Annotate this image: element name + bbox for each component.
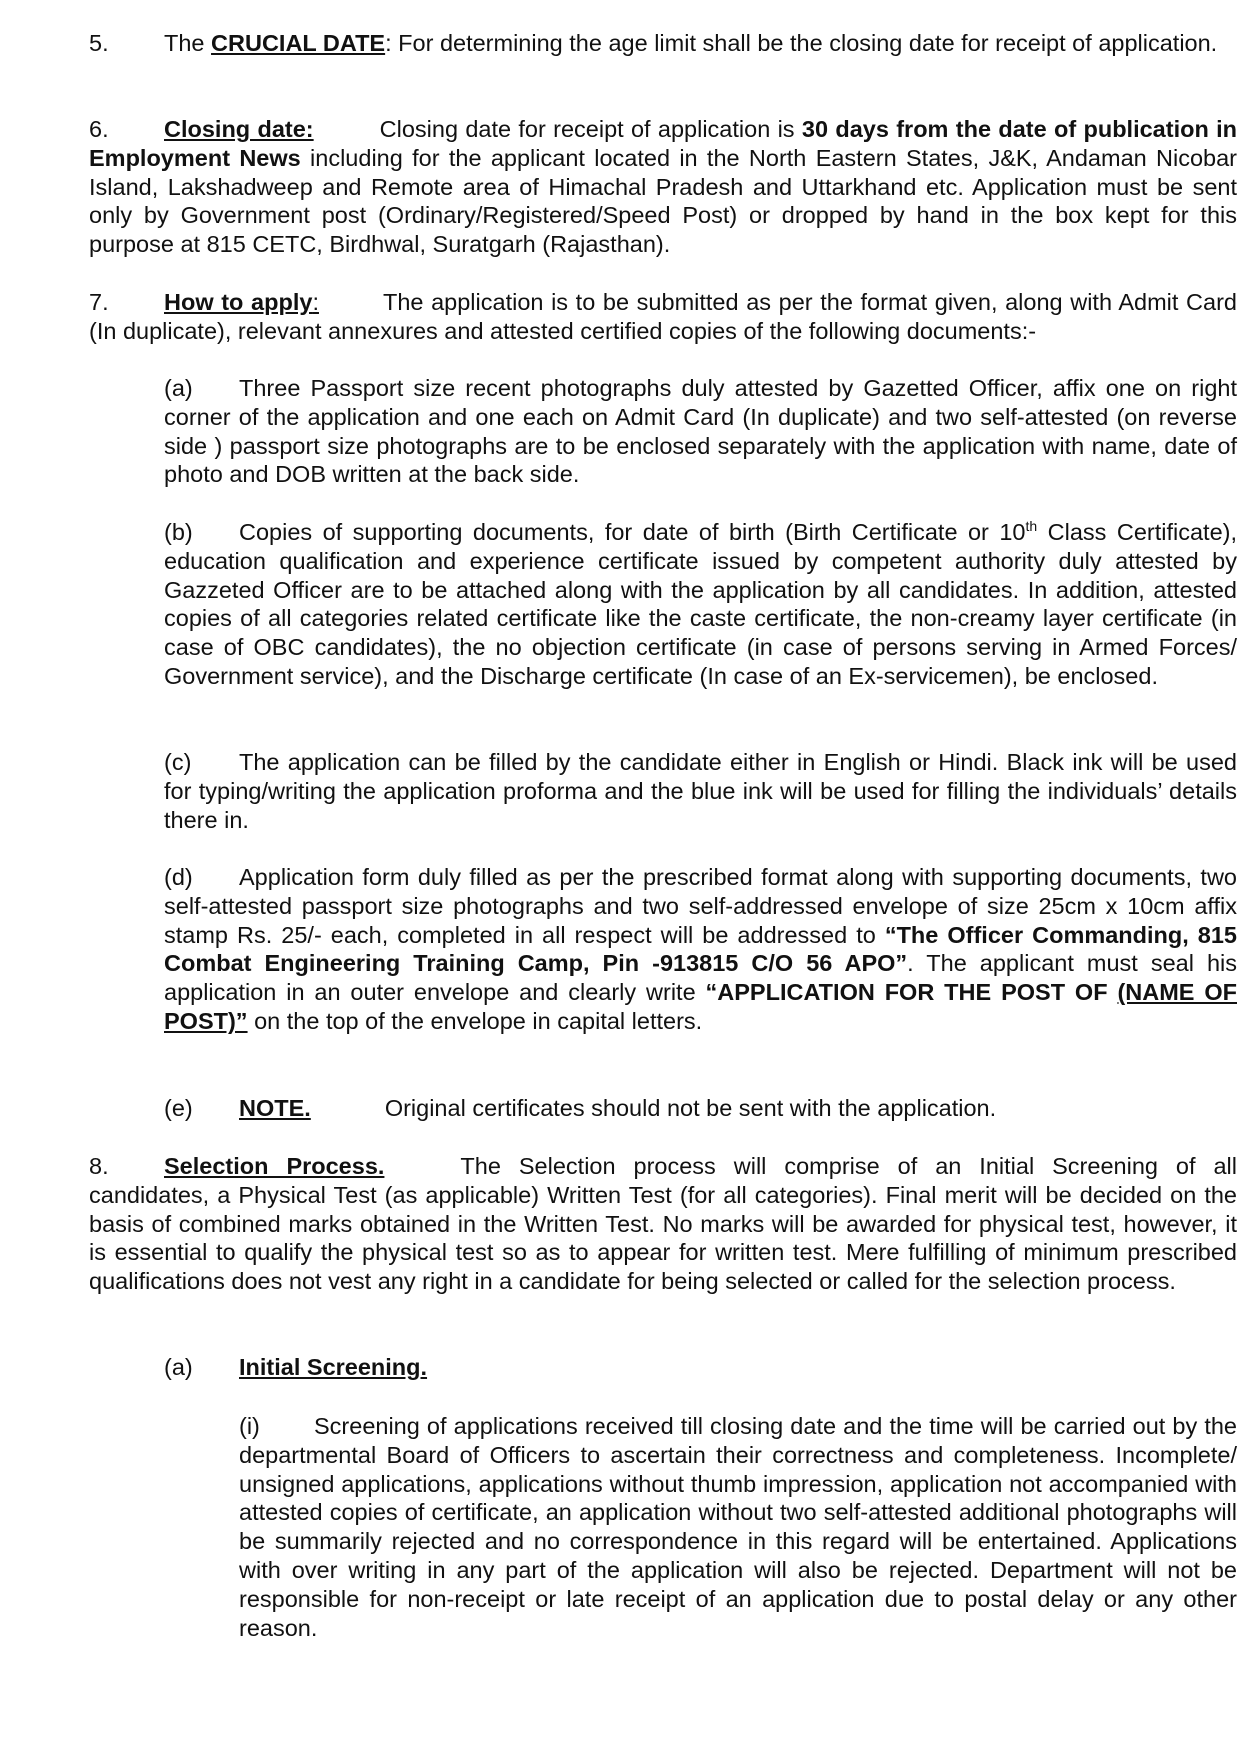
section-7b-sup: th [1025, 518, 1038, 535]
section-5-text: : For determining the age limit shall be the closing date for receipt of application. [385, 30, 1218, 56]
section-8-text: The Selection process will comprise of an Initial Screening of all candidates, a Physical Test (as applicable) Written Test (for all categories). Final merit will be decided on the basis of combined marks obtained in the Written Test. No marks will be awarded for physical test, however, it is essential to qualify the physical test so as to appear for written test. Mere fulfilling of minimum prescribed qualifications does not vest any right in a candidate for being selected or called for the selection process. [89, 1153, 1237, 1295]
section-6-text-a: Closing date for receipt of application is [379, 116, 802, 142]
section-8a-i [239, 1412, 1237, 1642]
section-7d-text-a: Application form duly filled as per the prescribed format along with supporting documents, two self-attested passport size photographs and two self-addressed envelope of size 25cm x 10cm affix stamp Rs. 25/- each, completed in all respect will be addressed to [164, 864, 1237, 948]
section-6-text-b: including for the applicant located in the North Eastern States, J&K, Andaman Nicobar Island, Lakshadweep and Remote area of Himachal Pradesh and Uttarkhand etc. Application must be sent only by Government post (Ordinary/Registered/Speed Post) or dropped by hand in the box kept for this purpose at 815 CETC, Birdhwal, Suratgarh (Rajasthan). [89, 144, 1237, 258]
section-7d-text-b: . The applicant must seal his application in an outer envelope and clearly write [164, 950, 1237, 1006]
section-5 [89, 29, 1237, 58]
section-7d-label: (d) [164, 864, 193, 890]
section-7e-text: Original certificates should not be sent with the application. [384, 1095, 997, 1121]
section-8a [164, 1353, 1237, 1382]
section-8-number: 8. [89, 1153, 109, 1179]
section-5-prefix: The [164, 30, 212, 56]
section-7-text: The application is to be submitted as per the format given, along with Admit Card (In duplicate), relevant annexures and attested certified copies of the following documents:- [89, 289, 1237, 344]
section-7c [164, 748, 1237, 834]
section-8a-label: (a) [164, 1354, 193, 1380]
section-8a-heading: Initial Screening. [239, 1354, 428, 1380]
section-7c-label: (c) [164, 749, 192, 775]
section-7e [164, 1094, 1237, 1123]
section-6-bold: 30 days from the date of publication in Employment News [89, 116, 1238, 171]
section-5-heading: CRUCIAL DATE [211, 30, 386, 56]
section-7-colon: : [312, 289, 319, 315]
section-8a-i-label: (i) [239, 1413, 260, 1439]
section-7d-address: “The Officer Commanding, 815 Combat Engineering Training Camp, Pin -913815 C/O 56 APO” [164, 921, 1238, 977]
section-7b-label: (b) [164, 519, 193, 545]
section-7-heading: How to apply [164, 289, 313, 315]
section-7b-text-b: Class Certificate), education qualification and experience certificate issued by competent authority duly attested by Gazzeted Officer are to be attached along with the application by all candidates. In addition, attested copies of all categories related certificate like the caste certificate, the non-creamy layer certificate (in case of OBC candidates), the no objection certificate (in case of persons serving in Armed Forces/ Government service), and the Discharge certificate (In case of an Ex-servicemen), be enclosed. [164, 519, 1237, 689]
section-7d-envelope-post: (NAME OF POST)” [164, 979, 1237, 1034]
section-7e-label: (e) [164, 1095, 193, 1121]
section-7 [89, 288, 1237, 346]
section-7d-text-c: on the top of the envelope in capital letters. [247, 1007, 703, 1034]
section-7a-text: Three Passport size recent photographs duly attested by Gazetted Officer, affix one on right corner of the application and one each on Admit Card (In duplicate) and two self-attested (on reverse side ) passport size photographs are to be enclosed separately with the application with name, date of photo and DOB written at the back side. [164, 375, 1237, 488]
section-7a [164, 374, 1237, 489]
section-6-number: 6. [89, 116, 109, 142]
section-7c-text: The application can be filled by the candidate either in English or Hindi. Black ink will be used for typing/writing the application proforma and the blue ink will be used for filling the individuals’ details there in. [164, 749, 1237, 833]
section-7b [164, 518, 1237, 691]
section-5-number: 5. [89, 30, 109, 56]
section-6 [89, 115, 1237, 259]
section-7d [164, 863, 1237, 1036]
section-8-heading: Selection Process. [164, 1153, 385, 1179]
section-7d-envelope-title: “APPLICATION FOR THE POST OF [705, 979, 1118, 1006]
section-8 [89, 1152, 1237, 1296]
section-7e-heading: NOTE. [239, 1095, 311, 1121]
section-6-heading: Closing date: [164, 116, 314, 142]
section-8a-i-text: Screening of applications received till closing date and the time will be carried out by the departmental Board of Officers to ascertain their correctness and completeness. Incomplete/ unsigned applications, applications without thumb impression, application not accompanied with attested copies of certificate, an application without two self-attested additional photographs will be summarily rejected and no correspondence in this regard will be entertained. Applications with over writing in any part of the application will also be rejected. Department will not be responsible for non-receipt or late receipt of an application due to postal delay or any other reason. [239, 1413, 1237, 1641]
section-7-number: 7. [89, 289, 109, 315]
section-7a-label: (a) [164, 375, 193, 401]
section-7b-text-a: Copies of supporting documents, for date of birth (Birth Certificate or 10 [239, 519, 1026, 545]
